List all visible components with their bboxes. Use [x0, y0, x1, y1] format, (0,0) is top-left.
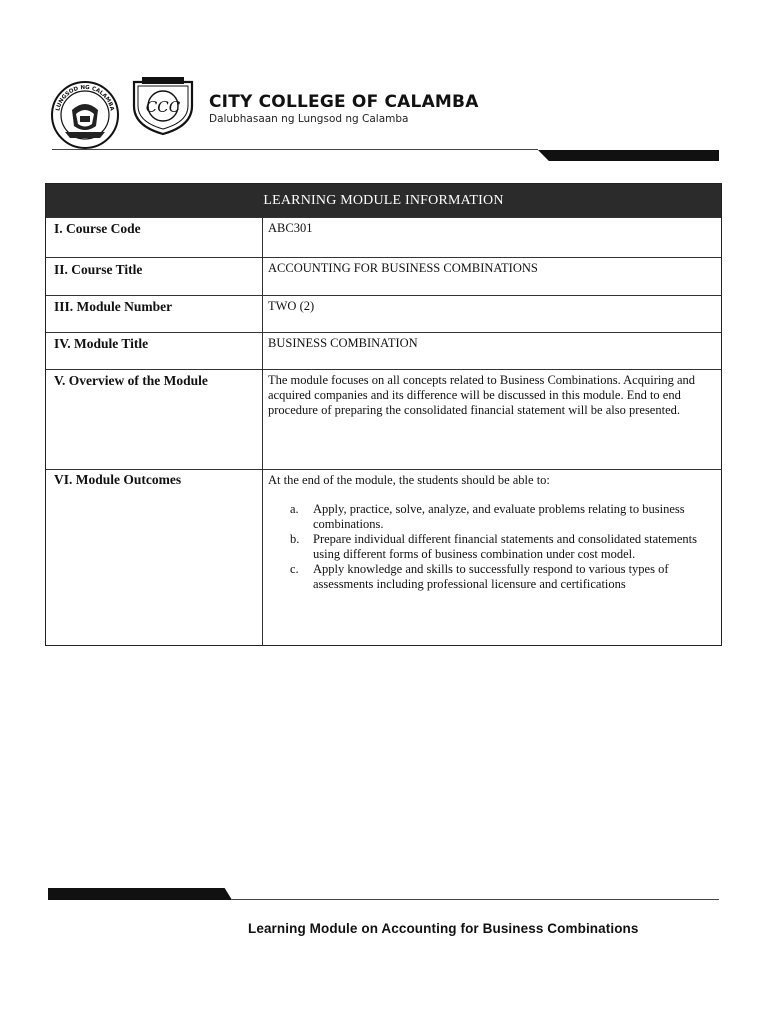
module-info-heading: LEARNING MODULE INFORMATION — [46, 184, 721, 217]
module-info-table — [45, 183, 722, 646]
row-value: ABC301 — [268, 221, 313, 235]
row-module-outcomes — [46, 469, 721, 646]
list-marker: c. — [290, 562, 299, 576]
row-value: BUSINESS COMBINATION — [268, 336, 418, 350]
row-module-title — [46, 332, 721, 370]
row-course-code — [46, 217, 721, 258]
svg-text:LUNGSOD NG CALAMBA: LUNGSOD NG CALAMBA — [55, 84, 115, 112]
outcomes-intro: At the end of the module, the students should be able to: — [268, 473, 550, 487]
row-module-overview — [46, 369, 721, 470]
list-item — [290, 562, 708, 592]
outcomes-content — [268, 473, 708, 592]
list-item — [290, 502, 708, 532]
header-divider — [52, 149, 538, 150]
row-value: The module focuses on all concepts related to Business Combinations. Acquiring and acquired companies and its difference will be discussed in this module. End to end procedure of preparing the consolidated financial statement will be also presented. — [268, 373, 696, 417]
list-item — [290, 532, 708, 562]
list-marker: b. — [290, 532, 300, 546]
institution-name: CITY COLLEGE OF CALAMBA — [209, 92, 479, 112]
row-label: I. Course Code — [54, 221, 141, 236]
row-label: IV. Module Title — [54, 336, 149, 351]
institution-brand — [209, 92, 479, 125]
row-label: III. Module Number — [54, 299, 173, 314]
college-crest-logo — [128, 76, 198, 136]
outcomes-list — [268, 502, 708, 592]
row-course-title — [46, 257, 721, 296]
footer-accent-bar — [48, 888, 232, 900]
row-module-number — [46, 295, 721, 333]
row-label: II. Course Title — [54, 262, 143, 277]
row-value: TWO (2) — [268, 299, 315, 313]
header-accent-bar — [538, 150, 719, 161]
institution-subtitle: Dalubhasaan ng Lungsod ng Calamba — [209, 113, 409, 125]
footer-divider — [232, 899, 719, 900]
list-item-text: Apply, practice, solve, analyze, and evaluate problems relating to business combinations. — [313, 502, 685, 531]
svg-text:CCC: CCC — [145, 98, 181, 116]
row-label: VI. Module Outcomes — [54, 472, 182, 487]
list-item-text: Prepare individual different financial statements and consolidated statements using different forms of business combination under cost model. — [313, 532, 698, 561]
list-marker: a. — [290, 502, 299, 516]
city-seal-logo — [50, 80, 120, 150]
list-item-text: Apply knowledge and skills to successfully respond to various types of assessments including professional licensure and certifications — [313, 562, 669, 591]
row-value: ACCOUNTING FOR BUSINESS COMBINATIONS — [268, 261, 538, 275]
footer-title: Learning Module on Accounting for Business Combinations — [248, 921, 639, 936]
row-label: V. Overview of the Module — [54, 373, 208, 388]
